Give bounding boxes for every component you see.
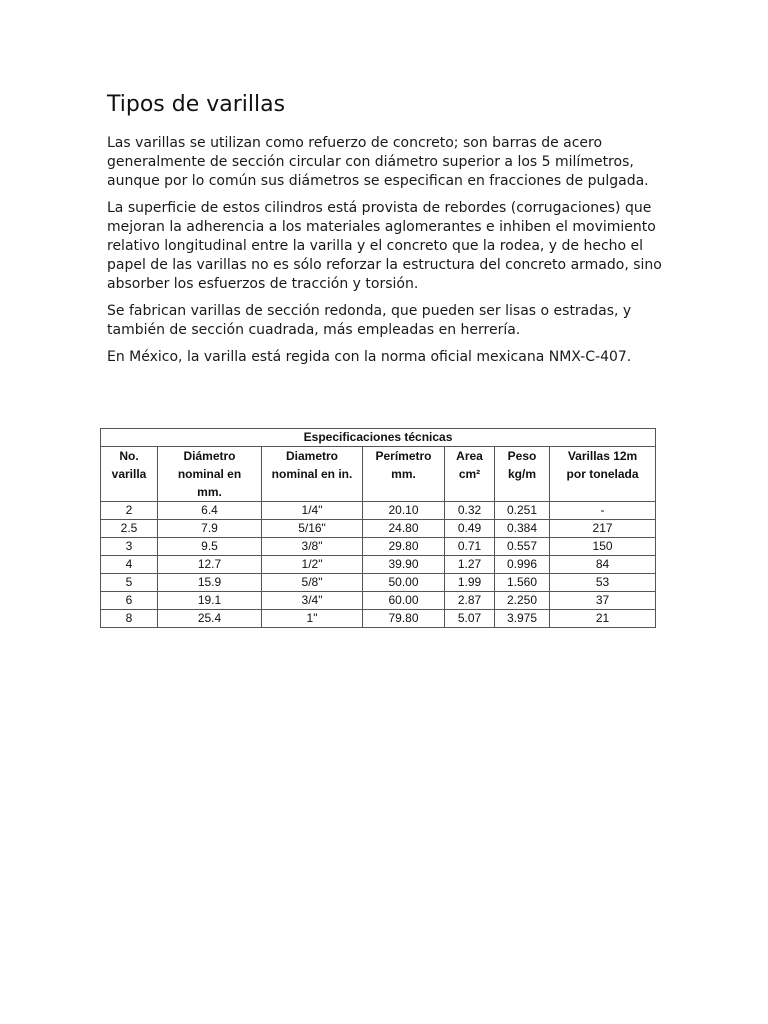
table-cell: 50.00 bbox=[363, 574, 445, 592]
table-cell: 3.975 bbox=[495, 610, 550, 628]
table-cell: 1" bbox=[262, 610, 363, 628]
table-cell: 60.00 bbox=[363, 592, 445, 610]
table-cell: 79.80 bbox=[363, 610, 445, 628]
table-cell: 37 bbox=[550, 592, 656, 610]
table-cell: 0.557 bbox=[495, 538, 550, 556]
table-cell: 19.1 bbox=[158, 592, 262, 610]
table-cell: 1.99 bbox=[445, 574, 495, 592]
table-cell: 15.9 bbox=[158, 574, 262, 592]
table-cell: 39.90 bbox=[363, 556, 445, 574]
table-cell: 29.80 bbox=[363, 538, 445, 556]
table-row bbox=[101, 520, 656, 538]
table-caption: Especificaciones técnicas bbox=[101, 429, 656, 447]
header-line: mm. bbox=[197, 485, 222, 499]
table-cell: 0.996 bbox=[495, 556, 550, 574]
header-perimetro bbox=[363, 447, 445, 502]
table-cell: 5 bbox=[101, 574, 158, 592]
table-body bbox=[101, 502, 656, 628]
table-cell: 12.7 bbox=[158, 556, 262, 574]
header-line: por tonelada bbox=[566, 467, 639, 481]
table-cell: 0.49 bbox=[445, 520, 495, 538]
header-line: cm² bbox=[458, 467, 481, 481]
page-title: Tipos de varillas bbox=[107, 92, 286, 117]
table-cell: 25.4 bbox=[158, 610, 262, 628]
table-cell: 217 bbox=[550, 520, 656, 538]
table-cell: 4 bbox=[101, 556, 158, 574]
paragraph-surface: La superficie de estos cilindros está provista de rebordes (corrugaciones) que mejoran la adherencia a los materiales aglomerantes e inhiben el movimiento relativo longitudinal entre la varilla y el concreto que la rodea, y de hecho el papel de las varillas no es sólo reforzar la estructura del concreto armado, sino absorber los esfuerzos de tracción y torsión. bbox=[107, 200, 662, 292]
table-cell: 0.71 bbox=[445, 538, 495, 556]
table-cell: 7.9 bbox=[158, 520, 262, 538]
table-cell: 5/8" bbox=[262, 574, 363, 592]
header-line: mm. bbox=[391, 467, 416, 481]
header-no-varilla bbox=[101, 447, 158, 502]
table-row bbox=[101, 610, 656, 628]
table-cell: 8 bbox=[101, 610, 158, 628]
table-cell: 2.87 bbox=[445, 592, 495, 610]
table-cell: 6 bbox=[101, 592, 158, 610]
table-cell: 20.10 bbox=[363, 502, 445, 520]
table-row bbox=[101, 502, 656, 520]
header-line: Diámetro bbox=[183, 449, 236, 463]
table-cell: 2 bbox=[101, 502, 158, 520]
table-row bbox=[101, 574, 656, 592]
header-line: Area bbox=[456, 449, 483, 463]
table-cell: 2.5 bbox=[101, 520, 158, 538]
paragraph-fabrication: Se fabrican varillas de sección redonda, que pueden ser lisas o estradas, y también de sección cuadrada, más empleadas en herrería. bbox=[107, 303, 632, 338]
table-cell: 21 bbox=[550, 610, 656, 628]
table-cell: 9.5 bbox=[158, 538, 262, 556]
table-cell: 0.32 bbox=[445, 502, 495, 520]
table-cell: 2.250 bbox=[495, 592, 550, 610]
header-line: Perímetro bbox=[375, 449, 432, 463]
header-line: Varillas 12m bbox=[567, 449, 638, 463]
table-cell: 3/8" bbox=[262, 538, 363, 556]
header-varillas-tonelada bbox=[550, 447, 656, 502]
table-cell: 5/16" bbox=[262, 520, 363, 538]
header-line: Diametro bbox=[285, 449, 338, 463]
header-line: No. bbox=[119, 449, 139, 463]
table-cell: 53 bbox=[550, 574, 656, 592]
table-cell: 1/4" bbox=[262, 502, 363, 520]
table-header-row bbox=[101, 447, 656, 502]
header-diametro-mm bbox=[158, 447, 262, 502]
table-row bbox=[101, 592, 656, 610]
paragraph-norm: En México, la varilla está regida con la norma oficial mexicana NMX-C-407. bbox=[107, 349, 632, 365]
spec-table bbox=[100, 428, 656, 628]
table-cell: 150 bbox=[550, 538, 656, 556]
table-cell: 0.384 bbox=[495, 520, 550, 538]
table-cell: 5.07 bbox=[445, 610, 495, 628]
table-cell: 3 bbox=[101, 538, 158, 556]
table-row bbox=[101, 538, 656, 556]
table-cell: 1/2" bbox=[262, 556, 363, 574]
table-cell: 6.4 bbox=[158, 502, 262, 520]
table-row bbox=[101, 556, 656, 574]
spec-table-container bbox=[100, 428, 655, 628]
table-cell: 84 bbox=[550, 556, 656, 574]
header-peso bbox=[495, 447, 550, 502]
table-cell: 0.251 bbox=[495, 502, 550, 520]
header-line: Peso bbox=[507, 449, 537, 463]
header-area bbox=[445, 447, 495, 502]
table-cell: 24.80 bbox=[363, 520, 445, 538]
header-line: kg/m bbox=[507, 467, 536, 481]
header-line: nominal en bbox=[177, 467, 242, 481]
table-cell: - bbox=[550, 502, 656, 520]
document-body bbox=[107, 90, 667, 375]
table-cell: 1.27 bbox=[445, 556, 495, 574]
header-line: nominal en in. bbox=[271, 467, 353, 481]
table-cell: 1.560 bbox=[495, 574, 550, 592]
table-cell: 3/4" bbox=[262, 592, 363, 610]
paragraph-intro: Las varillas se utilizan como refuerzo de concreto; son barras de acero generalmente de sección circular con diámetro superior a los 5 milímetros, aunque por lo común sus diámetros se especifican en fracciones de pulgada. bbox=[107, 135, 649, 189]
header-diametro-in bbox=[262, 447, 363, 502]
header-line: varilla bbox=[111, 467, 147, 481]
